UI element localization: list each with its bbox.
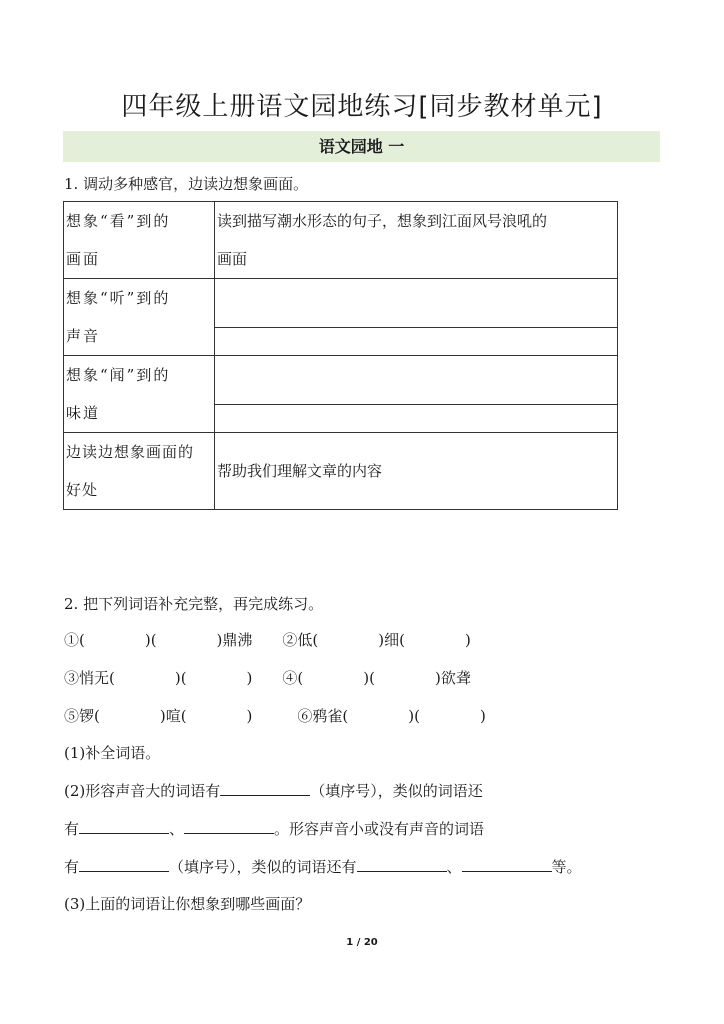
content-line: 画面	[217, 250, 248, 268]
sub-question-3: (3)上面的词语让你想象到哪些画面？	[64, 895, 311, 913]
row-label	[64, 279, 215, 356]
label-line: 好处	[66, 481, 99, 499]
q1-heading: 1. 调动多种感官，边读边想象画面。	[64, 175, 309, 193]
label-line: 想象“闻”到的	[66, 366, 171, 384]
label-line: 声音	[66, 327, 101, 345]
prompt-text: 等。	[551, 858, 582, 876]
answer-line	[215, 327, 617, 328]
label-line: 想象“听”到的	[66, 289, 171, 307]
prompt-text: (2)形容声音大的词语有	[64, 782, 221, 800]
answer-blank[interactable]	[184, 818, 274, 834]
separator: 、	[169, 820, 185, 838]
answer-blank[interactable]	[79, 818, 169, 834]
word-line-3: ⑤锣( )喧( ) ⑥鸦雀( )( )	[64, 707, 486, 725]
table-row	[64, 433, 618, 510]
sub-question-2-line3	[64, 856, 582, 877]
answer-blank[interactable]	[220, 780, 310, 796]
sub-question-2-line1	[64, 780, 483, 801]
row-label	[64, 202, 215, 279]
prompt-text: （填序号），类似的词语还	[310, 782, 483, 800]
answer-line	[215, 404, 617, 405]
row-content: 帮助我们理解文章的内容	[215, 433, 618, 510]
prompt-text: 。形容声音小或没有声音的词语	[274, 820, 485, 838]
separator: 、	[446, 858, 462, 876]
prompt-text: 有	[64, 858, 80, 876]
answer-blank[interactable]	[357, 856, 447, 872]
row-label	[64, 356, 215, 433]
label-line: 画面	[66, 250, 101, 268]
answer-blank[interactable]	[462, 856, 552, 872]
label-line: 想象“看”到的	[66, 212, 171, 230]
label-line: 味道	[66, 404, 101, 422]
prompt-text: （填序号），类似的词语还有	[169, 858, 357, 876]
senses-table	[63, 201, 618, 510]
row-label	[64, 433, 215, 510]
row-content	[215, 202, 618, 279]
table-row	[64, 202, 618, 279]
content-line: 读到描写潮水形态的句子，想象到江面风号浪吼的	[217, 212, 548, 230]
q2-heading: 2. 把下列词语补充完整，再完成练习。	[64, 595, 324, 613]
answer-blank[interactable]	[79, 856, 169, 872]
answer-cell[interactable]	[215, 356, 618, 433]
page-number: 1 / 20	[346, 937, 378, 948]
section-band: 语文园地 一	[63, 131, 660, 162]
word-line-2: ③悄无( )( ) ④( )( )欲聋	[64, 669, 471, 687]
answer-cell[interactable]	[215, 279, 618, 356]
page-title: 四年级上册语文园地练习[同步教材单元]	[121, 92, 603, 122]
sub-question-2-line2	[64, 818, 484, 839]
sub-question-1: (1)补全词语。	[64, 744, 161, 762]
label-line: 边读边想象画面的	[66, 443, 195, 461]
word-line-1: ①( )( )鼎沸 ②低( )细( )	[64, 631, 471, 649]
table-row	[64, 279, 618, 356]
prompt-text: 有	[64, 820, 80, 838]
table-row	[64, 356, 618, 433]
